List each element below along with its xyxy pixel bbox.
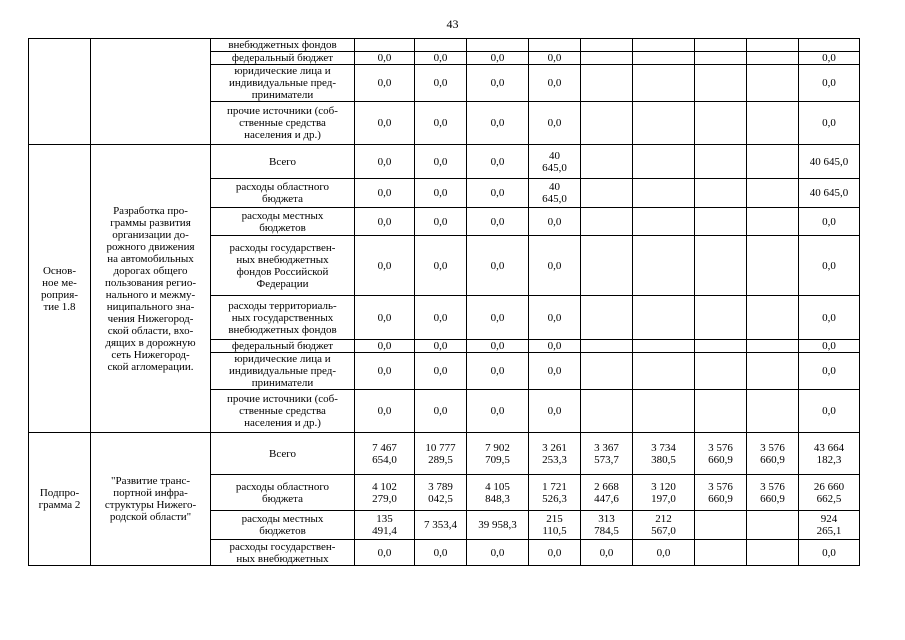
value-cell: 0,0 xyxy=(799,540,860,566)
value-cell: 0,0 xyxy=(799,296,860,340)
description-cell: Разработка про- граммы развития организации до- рожного движения на автомобильных дорогах общего пользования регио- нального и межму- ниципального зна- чения Нижегород- ской области, вхо- дящих в дорожную сеть Нижегород- ской агломерации. xyxy=(91,145,211,433)
value-cell xyxy=(581,179,633,208)
value-cell: 0,0 xyxy=(355,340,415,353)
value-cell xyxy=(633,145,695,179)
value-cell: 0,0 xyxy=(529,102,581,145)
value-cell xyxy=(695,296,747,340)
funding-source-label: расходы территориаль- ных государственных внебюджетных фондов xyxy=(211,296,355,340)
value-cell: 0,0 xyxy=(355,236,415,296)
value-cell: 7 902 709,5 xyxy=(467,433,529,475)
funding-source-label: прочие источники (соб- ственные средства населения и др.) xyxy=(211,390,355,433)
funding-source-label: расходы государствен- ных внебюджетных xyxy=(211,540,355,566)
value-cell: 0,0 xyxy=(355,390,415,433)
value-cell: 0,0 xyxy=(467,540,529,566)
value-cell: 0,0 xyxy=(355,145,415,179)
value-cell xyxy=(695,65,747,102)
value-cell: 2 668 447,6 xyxy=(581,475,633,511)
value-cell: 0,0 xyxy=(415,340,467,353)
value-cell: 0,0 xyxy=(415,208,467,236)
funding-source-label: расходы местных бюджетов xyxy=(211,208,355,236)
value-cell: 3 261 253,3 xyxy=(529,433,581,475)
value-cell: 40 645,0 xyxy=(529,179,581,208)
funding-source-label: Всего xyxy=(211,145,355,179)
value-cell xyxy=(581,52,633,65)
value-cell xyxy=(695,179,747,208)
value-cell xyxy=(799,39,860,52)
table-row xyxy=(29,433,860,475)
value-cell xyxy=(633,39,695,52)
value-cell: 0,0 xyxy=(467,145,529,179)
funding-source-label: прочие источники (соб- ственные средства населения и др.) xyxy=(211,102,355,145)
value-cell xyxy=(747,511,799,540)
value-cell: 1 721 526,3 xyxy=(529,475,581,511)
value-cell: 3 576 660,9 xyxy=(695,475,747,511)
value-cell: 0,0 xyxy=(355,353,415,390)
value-cell xyxy=(633,52,695,65)
value-cell xyxy=(581,65,633,102)
value-cell: 0,0 xyxy=(529,52,581,65)
value-cell: 0,0 xyxy=(467,102,529,145)
value-cell xyxy=(747,236,799,296)
budget-table xyxy=(28,38,860,566)
value-cell xyxy=(633,353,695,390)
value-cell: 0,0 xyxy=(799,236,860,296)
value-cell: 10 777 289,5 xyxy=(415,433,467,475)
value-cell: 0,0 xyxy=(529,296,581,340)
value-cell xyxy=(633,390,695,433)
value-cell xyxy=(747,208,799,236)
value-cell xyxy=(581,353,633,390)
funding-source-label: юридические лица и индивидуальные пред- приниматели xyxy=(211,65,355,102)
value-cell xyxy=(581,296,633,340)
value-cell: 0,0 xyxy=(415,52,467,65)
funding-source-label: расходы областного бюджета xyxy=(211,475,355,511)
value-cell xyxy=(581,102,633,145)
value-cell xyxy=(695,236,747,296)
value-cell: 0,0 xyxy=(529,65,581,102)
value-cell: 26 660 662,5 xyxy=(799,475,860,511)
value-cell: 0,0 xyxy=(581,540,633,566)
value-cell: 215 110,5 xyxy=(529,511,581,540)
value-cell xyxy=(747,296,799,340)
value-cell: 0,0 xyxy=(529,208,581,236)
description-cell xyxy=(91,39,211,145)
value-cell: 0,0 xyxy=(355,208,415,236)
value-cell: 3 576 660,9 xyxy=(747,433,799,475)
value-cell: 0,0 xyxy=(799,353,860,390)
funding-source-label: внебюджетных фондов xyxy=(211,39,355,52)
value-cell xyxy=(581,208,633,236)
value-cell xyxy=(747,340,799,353)
funding-source-label: расходы областного бюджета xyxy=(211,179,355,208)
value-cell: 39 958,3 xyxy=(467,511,529,540)
value-cell xyxy=(581,340,633,353)
value-cell xyxy=(695,102,747,145)
value-cell: 0,0 xyxy=(415,296,467,340)
value-cell: 0,0 xyxy=(633,540,695,566)
value-cell xyxy=(695,145,747,179)
value-cell xyxy=(633,340,695,353)
value-cell xyxy=(747,52,799,65)
value-cell: 3 120 197,0 xyxy=(633,475,695,511)
value-cell: 4 102 279,0 xyxy=(355,475,415,511)
value-cell: 0,0 xyxy=(415,102,467,145)
value-cell xyxy=(747,145,799,179)
value-cell xyxy=(695,340,747,353)
value-cell: 0,0 xyxy=(355,52,415,65)
value-cell: 212 567,0 xyxy=(633,511,695,540)
program-cell: Основ- ное ме- роприя- тие 1.8 xyxy=(29,145,91,433)
description-cell: "Развитие транс- портной инфра- структуры Нижего- родской области" xyxy=(91,433,211,566)
value-cell xyxy=(747,39,799,52)
value-cell xyxy=(467,39,529,52)
value-cell: 0,0 xyxy=(415,540,467,566)
value-cell: 3 576 660,9 xyxy=(695,433,747,475)
value-cell: 135 491,4 xyxy=(355,511,415,540)
value-cell xyxy=(633,208,695,236)
value-cell: 3 576 660,9 xyxy=(747,475,799,511)
value-cell xyxy=(695,353,747,390)
value-cell xyxy=(695,540,747,566)
funding-source-label: расходы местных бюджетов xyxy=(211,511,355,540)
value-cell: 0,0 xyxy=(415,236,467,296)
value-cell: 0,0 xyxy=(799,340,860,353)
value-cell xyxy=(633,102,695,145)
value-cell xyxy=(529,39,581,52)
value-cell: 40 645,0 xyxy=(529,145,581,179)
value-cell xyxy=(695,511,747,540)
value-cell xyxy=(581,236,633,296)
value-cell: 7 467 654,0 xyxy=(355,433,415,475)
value-cell xyxy=(581,39,633,52)
value-cell: 0,0 xyxy=(799,65,860,102)
funding-source-label: федеральный бюджет xyxy=(211,340,355,353)
value-cell xyxy=(355,39,415,52)
value-cell xyxy=(415,39,467,52)
value-cell: 0,0 xyxy=(529,353,581,390)
value-cell: 0,0 xyxy=(529,390,581,433)
funding-source-label: федеральный бюджет xyxy=(211,52,355,65)
value-cell xyxy=(747,540,799,566)
value-cell: 0,0 xyxy=(467,208,529,236)
value-cell: 40 645,0 xyxy=(799,179,860,208)
value-cell: 3 789 042,5 xyxy=(415,475,467,511)
value-cell xyxy=(695,52,747,65)
value-cell xyxy=(633,296,695,340)
table-row xyxy=(29,145,860,179)
value-cell: 43 664 182,3 xyxy=(799,433,860,475)
value-cell xyxy=(695,208,747,236)
value-cell: 0,0 xyxy=(799,52,860,65)
program-cell: Подпро- грамма 2 xyxy=(29,433,91,566)
value-cell: 4 105 848,3 xyxy=(467,475,529,511)
value-cell: 0,0 xyxy=(799,102,860,145)
value-cell: 0,0 xyxy=(467,340,529,353)
value-cell: 0,0 xyxy=(355,540,415,566)
funding-source-label: юридические лица и индивидуальные пред- приниматели xyxy=(211,353,355,390)
value-cell: 0,0 xyxy=(355,179,415,208)
funding-source-label: Всего xyxy=(211,433,355,475)
value-cell xyxy=(747,390,799,433)
value-cell xyxy=(581,390,633,433)
value-cell xyxy=(747,179,799,208)
table-row xyxy=(29,39,860,52)
value-cell xyxy=(633,179,695,208)
value-cell: 3 367 573,7 xyxy=(581,433,633,475)
value-cell xyxy=(747,353,799,390)
value-cell xyxy=(633,236,695,296)
value-cell: 0,0 xyxy=(529,540,581,566)
value-cell: 313 784,5 xyxy=(581,511,633,540)
value-cell: 40 645,0 xyxy=(799,145,860,179)
value-cell xyxy=(695,39,747,52)
value-cell: 3 734 380,5 xyxy=(633,433,695,475)
value-cell xyxy=(747,102,799,145)
value-cell: 0,0 xyxy=(415,145,467,179)
value-cell: 0,0 xyxy=(467,236,529,296)
value-cell xyxy=(747,65,799,102)
value-cell: 7 353,4 xyxy=(415,511,467,540)
value-cell xyxy=(633,65,695,102)
value-cell xyxy=(695,390,747,433)
value-cell: 0,0 xyxy=(467,179,529,208)
value-cell: 0,0 xyxy=(355,296,415,340)
value-cell: 0,0 xyxy=(467,390,529,433)
value-cell: 0,0 xyxy=(467,353,529,390)
value-cell: 0,0 xyxy=(467,52,529,65)
value-cell: 0,0 xyxy=(799,390,860,433)
value-cell: 0,0 xyxy=(467,296,529,340)
value-cell: 0,0 xyxy=(355,65,415,102)
funding-source-label: расходы государствен- ных внебюджетных фондов Российской Федерации xyxy=(211,236,355,296)
value-cell: 0,0 xyxy=(467,65,529,102)
value-cell: 0,0 xyxy=(415,65,467,102)
program-cell xyxy=(29,39,91,145)
value-cell xyxy=(581,145,633,179)
value-cell: 0,0 xyxy=(415,390,467,433)
value-cell: 0,0 xyxy=(415,353,467,390)
value-cell: 0,0 xyxy=(529,236,581,296)
value-cell: 0,0 xyxy=(355,102,415,145)
value-cell: 0,0 xyxy=(529,340,581,353)
value-cell: 924 265,1 xyxy=(799,511,860,540)
page-number: 43 xyxy=(446,17,459,31)
value-cell: 0,0 xyxy=(415,179,467,208)
value-cell: 0,0 xyxy=(799,208,860,236)
